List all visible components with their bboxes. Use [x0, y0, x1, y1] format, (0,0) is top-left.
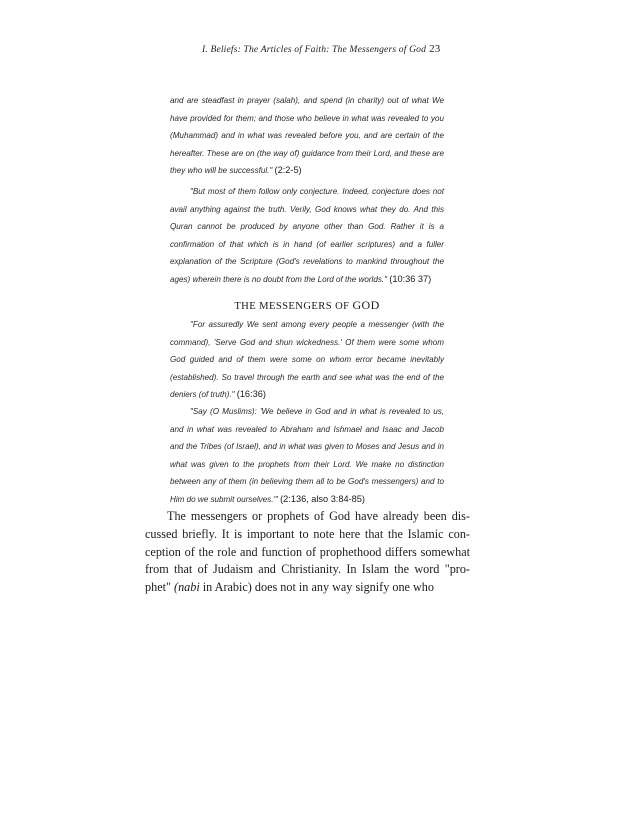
quote-reference: (2:2-5) [274, 165, 302, 175]
quote-block-10-36 [170, 183, 444, 288]
body-emphasis: (nabi [174, 580, 200, 595]
body-line: from that of Judaism and Christianity. In Islam the word "pro- [145, 562, 470, 577]
quote-reference: (10:36 37) [389, 273, 432, 284]
quote-reference: (2:136, also 3:84-85) [280, 493, 365, 504]
quote-block-2-2-5 [170, 92, 444, 180]
section-heading [170, 298, 444, 313]
body-line [145, 579, 470, 597]
body-fragment: in Arabic) does not in any way signify one who [202, 580, 434, 595]
page-number: 23 [429, 43, 441, 55]
quote-block-2-136 [170, 403, 444, 508]
quote-text: and are steadfast in prayer (salah), and spend (in charity) out of what We have provided for them; and those who believe in what was revealed to you (Muhammad) and in what was revealed before you, and are certain of the hereafter. These are on (the way of) guidance from their Lord, and these are they who will be successful." [170, 96, 444, 175]
quote-text: "But most of them follow only conjecture. Indeed, conjecture does not avail anything against the truth. Verily, God knows what they do. And this Quran cannot be produced by anyone other than God. Rather it is a confirmation of that which is in hand (of earlier scriptures) and a fuller explanation of the Scripture (God's revelations to mankind throughout the ages) wherein there is no doubt from the Lord of the worlds." [170, 187, 444, 284]
quote-block-16-36 [170, 316, 444, 404]
running-title: I. Beliefs: The Articles of Faith: The Messengers of God [202, 44, 427, 55]
quote-text: "Say (O Muslims): 'We believe in God and in what is revealed to us, and in what was revealed to Abraham and Ishmael and Isaac and Jacob and the Tribes (of Israel), and in what was given to Moses and Jesus and in what was given to the prophets from their Lord. We make no distinction between any of them (in believing them all to be God's messengers) and to Him do we submit ourselves.'" [170, 407, 444, 504]
body-fragment: phet" [145, 580, 171, 595]
section-heading-god: GOD [352, 298, 380, 312]
body-line: ception of the role and function of prophethood differs somewhat [145, 544, 470, 559]
quote-text: "For assuredly We sent among every people a messenger (with the command), 'Serve God and shun wickedness.' Of them were some whom God guided and of them were some on whom error became inevitably (established). So travel through the earth and see what was the end of the deniers (of truth)." [170, 320, 444, 399]
body-line: cussed briefly. It is important to note here that the Islamic con- [145, 526, 470, 541]
running-header [202, 43, 492, 55]
body-line: The messengers or prophets of God have already been dis- [167, 509, 470, 523]
quote-reference: (16:36) [236, 389, 266, 399]
section-heading-prefix: THE MESSENGERS OF [234, 301, 350, 312]
body-paragraph [145, 508, 470, 597]
